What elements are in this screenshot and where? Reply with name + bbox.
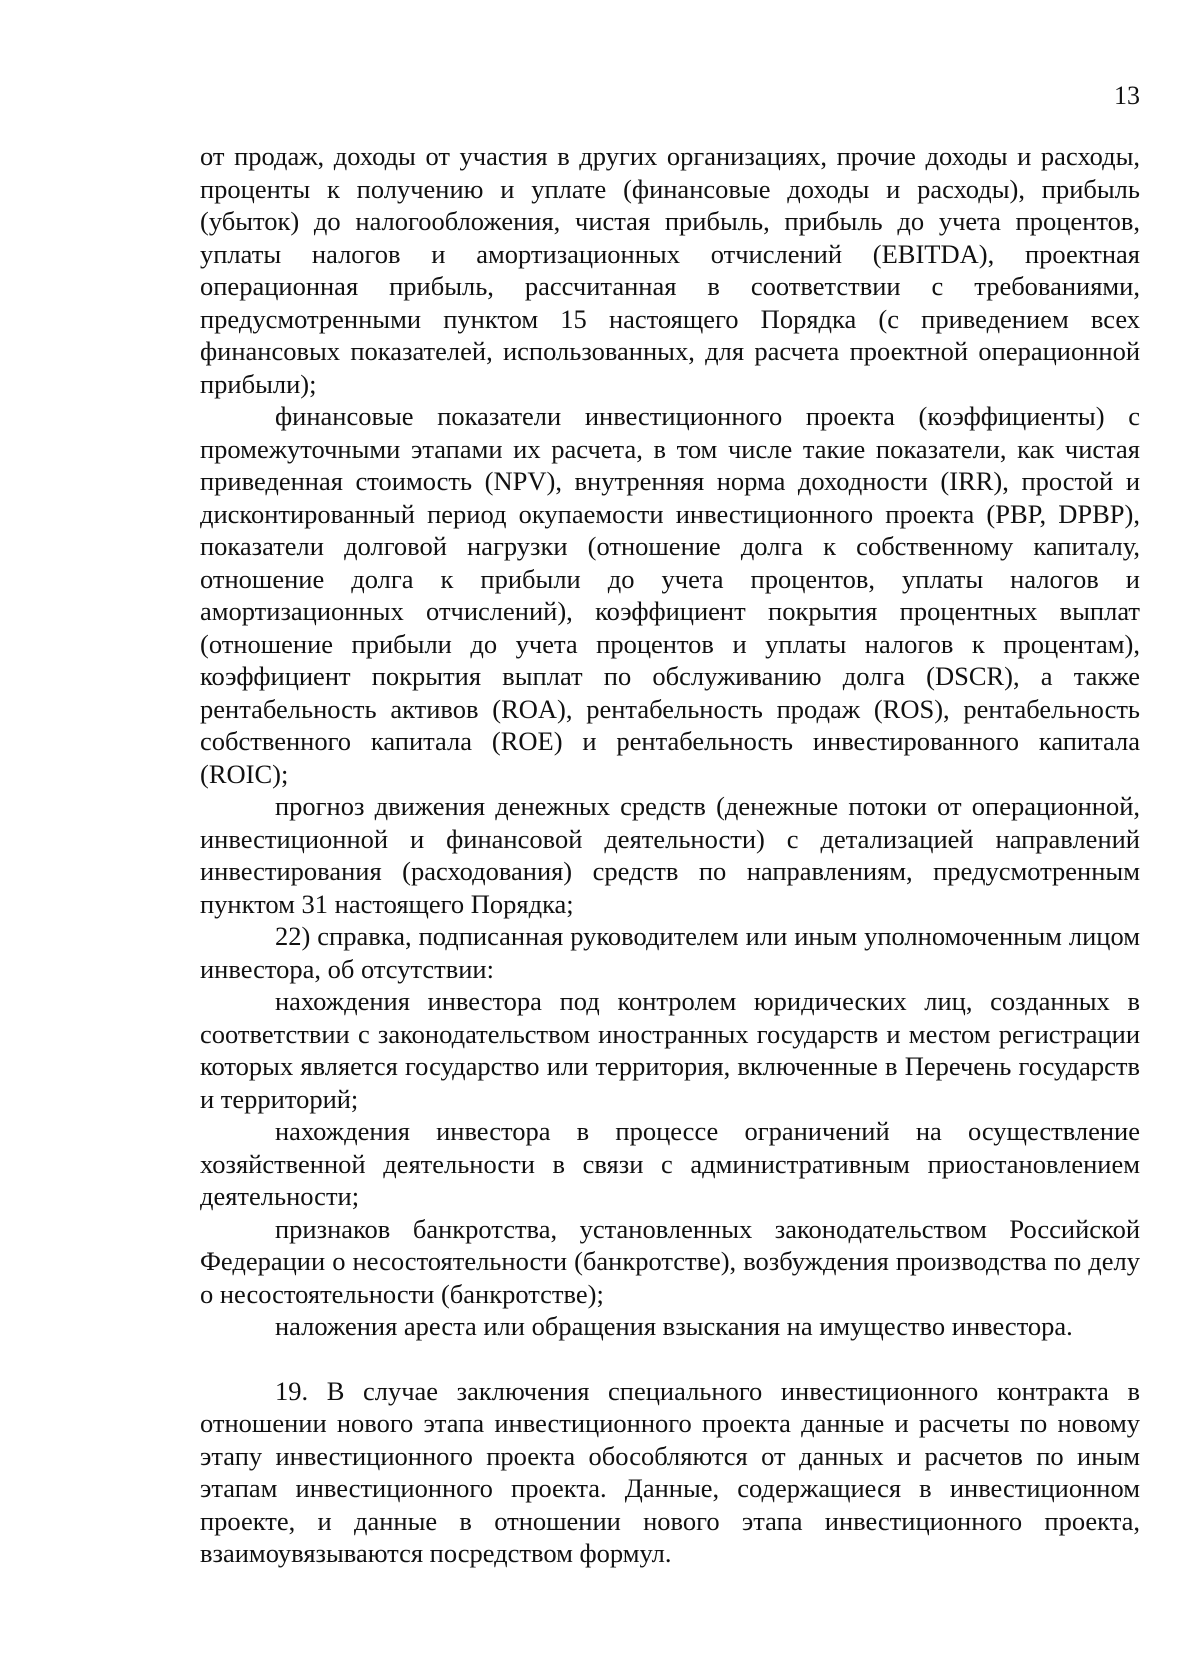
document-body bbox=[200, 140, 1140, 1570]
paragraph-section-19: 19. В случае заключения специального инвестиционного контракта в отношении нового этапа инвестиционного проекта данные и расчеты по новому этапу инвестиционного проекта обособляются от данных и расчетов по иным этапам инвестиционного проекта. Данные, содержащиеся в инвестиционном проекте, и данные в отношении нового этапа инвестиционного проекта, взаимоувязываются посредством формул. bbox=[200, 1375, 1140, 1568]
paragraph-continuation: от продаж, доходы от участия в других организациях, прочие доходы и расходы, проценты к получению и уплате (финансовые доходы и расходы), прибыль (убыток) до налогообложения, чистая прибыль, прибыль до учета процентов, уплаты налогов и амортизационных отчислений (EBITDA), проектная операционная прибыль, рассчитанная в соответствии с требованиями, предусмотренными пунктом 15 настоящего Порядка (с приведением всех финансовых показателей, использованных, для расчета проектной операционной прибыли); bbox=[200, 141, 1140, 399]
paragraph-financial-indicators: финансовые показатели инвестиционного проекта (коэффициенты) с промежуточными этапами их расчета, в том числе такие показатели, как чистая приведенная стоимость (NPV), внутренняя норма доходности (IRR), простой и дисконтированный период окупаемости инвестиционного проекта (PBP, DPBP), показатели долговой нагрузки (отношение долга к собственному капиталу, отношение долга к прибыли до учета процентов, уплаты налогов и амортизационных отчислений), коэффициент покрытия процентных выплат (отношение прибыли до учета процентов и уплаты налогов к процентам), коэффициент покрытия выплат по обслуживанию долга (DSCR), а также рентабельность активов (ROA), рентабельность продаж (ROS), рентабельность собственного капитала (ROE) и рентабельность инвестированного капитала (ROIC); bbox=[200, 401, 1140, 789]
paragraph-restrictions: нахождения инвестора в процессе ограничений на осуществление хозяйственной деятельности в связи с административным приостановлением деятельности; bbox=[200, 1116, 1140, 1211]
page-number: 13 bbox=[1114, 81, 1140, 110]
paragraph-arrest: наложения ареста или обращения взыскания на имущество инвестора. bbox=[275, 1311, 1073, 1341]
paragraph-cash-flow-forecast: прогноз движения денежных средств (денежные потоки от операционной, инвестиционной и финансовой деятельности) с детализацией направлений инвестирования (расходования) средств по направлениям, предусмотренным пунктом 31 настоящего Порядка; bbox=[200, 791, 1140, 919]
paragraph-foreign-control: нахождения инвестора под контролем юридических лиц, созданных в соответствии с законодательством иностранных государств и местом регистрации которых является государство или территория, включенные в Перечень государств и территорий; bbox=[200, 986, 1140, 1114]
paragraph-item-22: 22) справка, подписанная руководителем или иным уполномоченным лицом инвестора, об отсутствии: bbox=[200, 921, 1140, 984]
paragraph-bankruptcy: признаков банкротства, установленных законодательством Российской Федерации о несостоятельности (банкротстве), возбуждения производства по делу о несостоятельности (банкротстве); bbox=[200, 1213, 1140, 1309]
